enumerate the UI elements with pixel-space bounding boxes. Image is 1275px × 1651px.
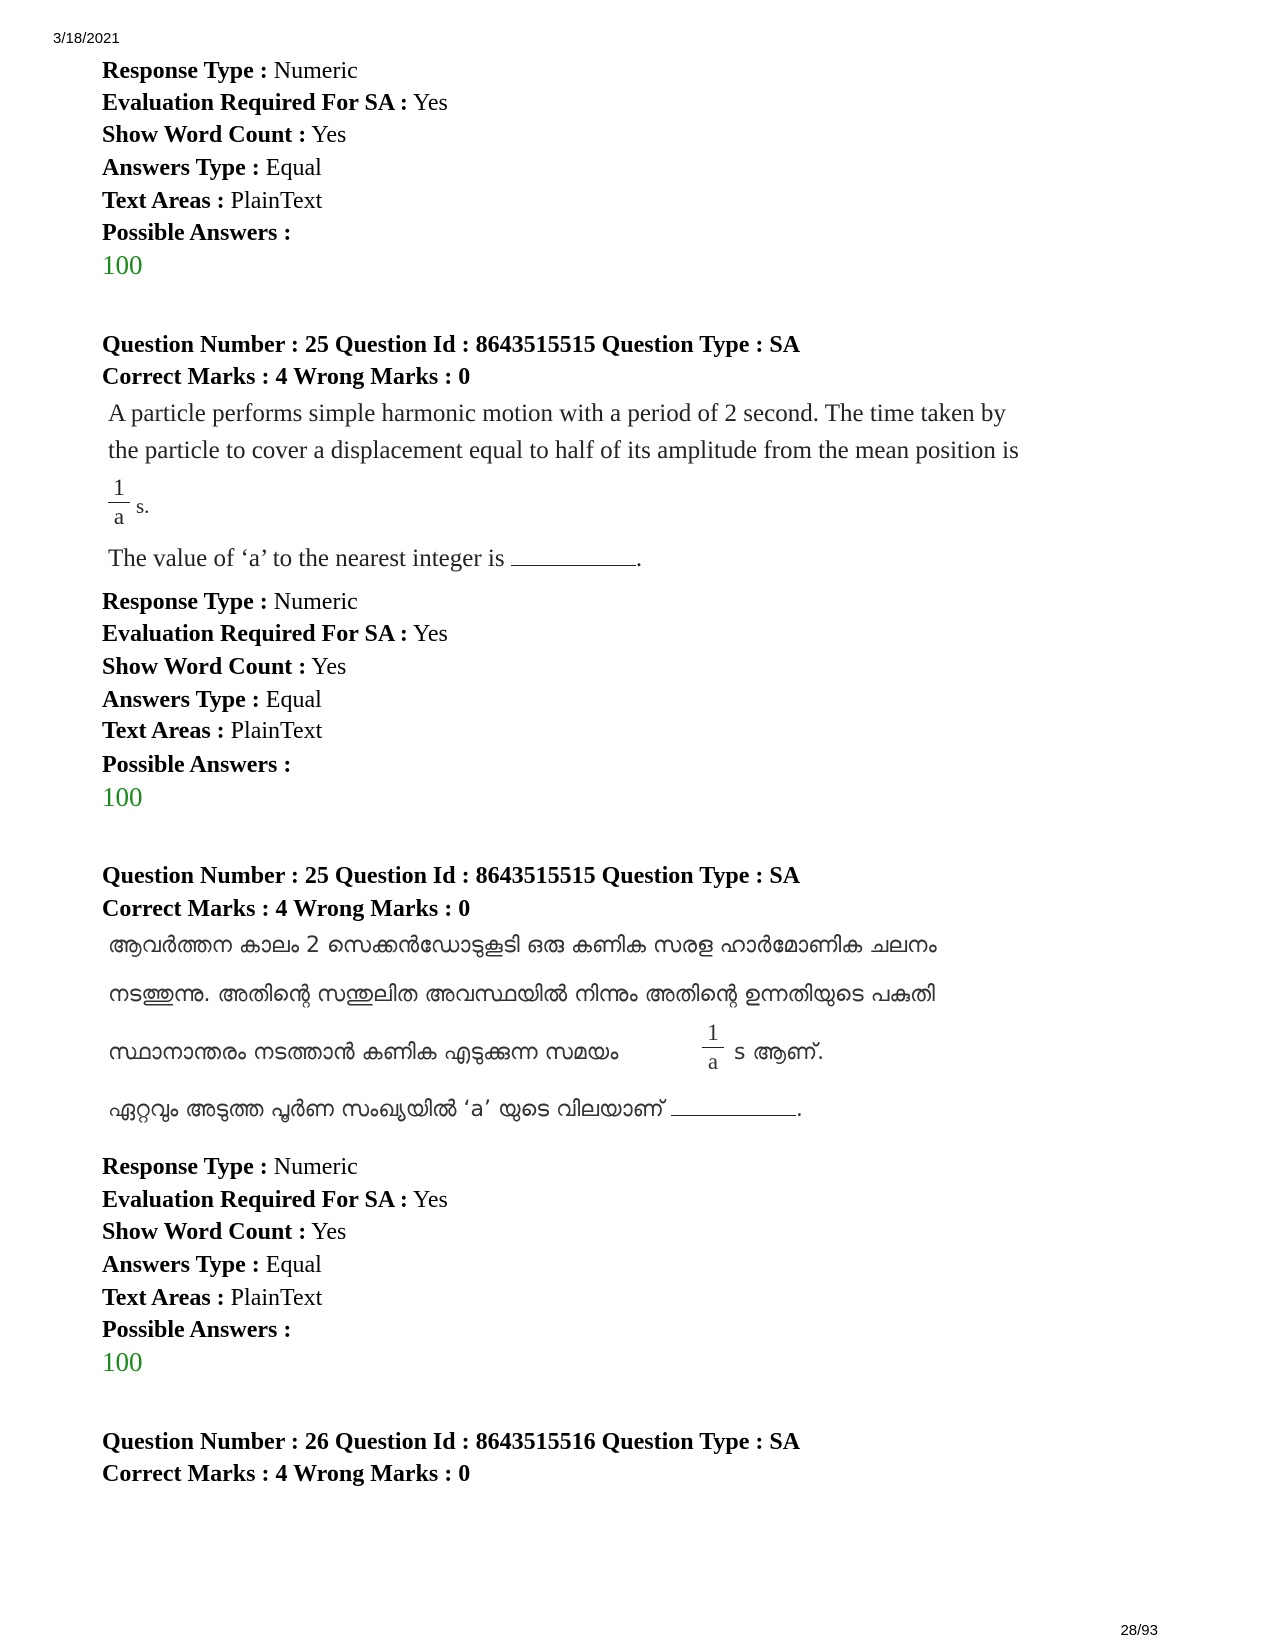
page-number: 28/93 <box>1120 1622 1158 1639</box>
question-header: Question Number : 25 Question Id : 8643515515 Question Type : SA <box>102 332 801 358</box>
answers-type-row: Answers Type : Equal <box>102 687 322 713</box>
response-type-row: Response Type : Numeric <box>102 1154 358 1180</box>
question-header: Question Number : 26 Question Id : 8643515516 Question Type : SA <box>102 1429 801 1455</box>
word-count-row: Show Word Count : Yes <box>102 122 347 148</box>
evaluation-row: Evaluation Required For SA : Yes <box>102 1187 448 1213</box>
text-areas-row: Text Areas : PlainText <box>102 718 323 744</box>
response-type-row: Response Type : Numeric <box>102 58 358 84</box>
marks-row: Correct Marks : 4 Wrong Marks : 0 <box>102 1461 471 1487</box>
question-line: ഏറ്റവും അടുത്ത പൂർണ സംഖ്യയിൽ ‘a’ യുടെ വിലയാണ് . <box>108 1097 803 1122</box>
answers-type-row: Answers Type : Equal <box>102 1252 322 1278</box>
text-areas-row: Text Areas : PlainText <box>102 188 323 214</box>
text-areas-row: Text Areas : PlainText <box>102 1285 323 1311</box>
question-line: A particle performs simple harmonic motion with a period of 2 second. The time taken by <box>108 400 1006 427</box>
print-date: 3/18/2021 <box>53 30 120 47</box>
possible-answer-value: 100 <box>102 250 143 280</box>
word-count-row: Show Word Count : Yes <box>102 1219 347 1245</box>
evaluation-row: Evaluation Required For SA : Yes <box>102 90 448 116</box>
question-line: The value of ‘a’ to the nearest integer is . <box>108 545 643 572</box>
answer-blank <box>511 547 636 566</box>
question-line: നടത്തുന്നു. അതിന്റെ സന്തുലിത അവസ്ഥയിൽ നിന്നും അതിന്റെ ഉന്നതിയുടെ പകുതി <box>108 982 935 1007</box>
possible-answer-value: 100 <box>102 1347 143 1377</box>
fraction-unit: s. <box>136 494 150 518</box>
possible-answers-row: Possible Answers : <box>102 1317 292 1343</box>
fraction-unit: s ആണ്. <box>734 1040 825 1065</box>
response-type-row: Response Type : Numeric <box>102 589 358 615</box>
word-count-row: Show Word Count : Yes <box>102 654 347 680</box>
evaluation-row: Evaluation Required For SA : Yes <box>102 621 448 647</box>
possible-answers-row: Possible Answers : <box>102 220 292 246</box>
possible-answers-row: Possible Answers : <box>102 752 292 778</box>
question-line: സ്ഥാനാന്തരം നടത്താൻ കണിക എടുക്കുന്ന സമയം <box>108 1040 619 1065</box>
fraction: 1 a <box>108 475 130 530</box>
marks-row: Correct Marks : 4 Wrong Marks : 0 <box>102 896 471 922</box>
question-line: ആവർത്തന കാലം 2 സെക്കൻഡോടുകൂടി ഒരു കണിക സരള ഹാർമോണിക ചലനം <box>108 933 937 958</box>
answer-blank <box>671 1097 796 1116</box>
question-header: Question Number : 25 Question Id : 8643515515 Question Type : SA <box>102 863 801 889</box>
answers-type-row: Answers Type : Equal <box>102 155 322 181</box>
fraction: 1 a <box>702 1020 724 1075</box>
marks-row: Correct Marks : 4 Wrong Marks : 0 <box>102 364 471 390</box>
possible-answer-value: 100 <box>102 782 143 812</box>
question-line: the particle to cover a displacement equal to half of its amplitude from the mean position is <box>108 437 1019 464</box>
